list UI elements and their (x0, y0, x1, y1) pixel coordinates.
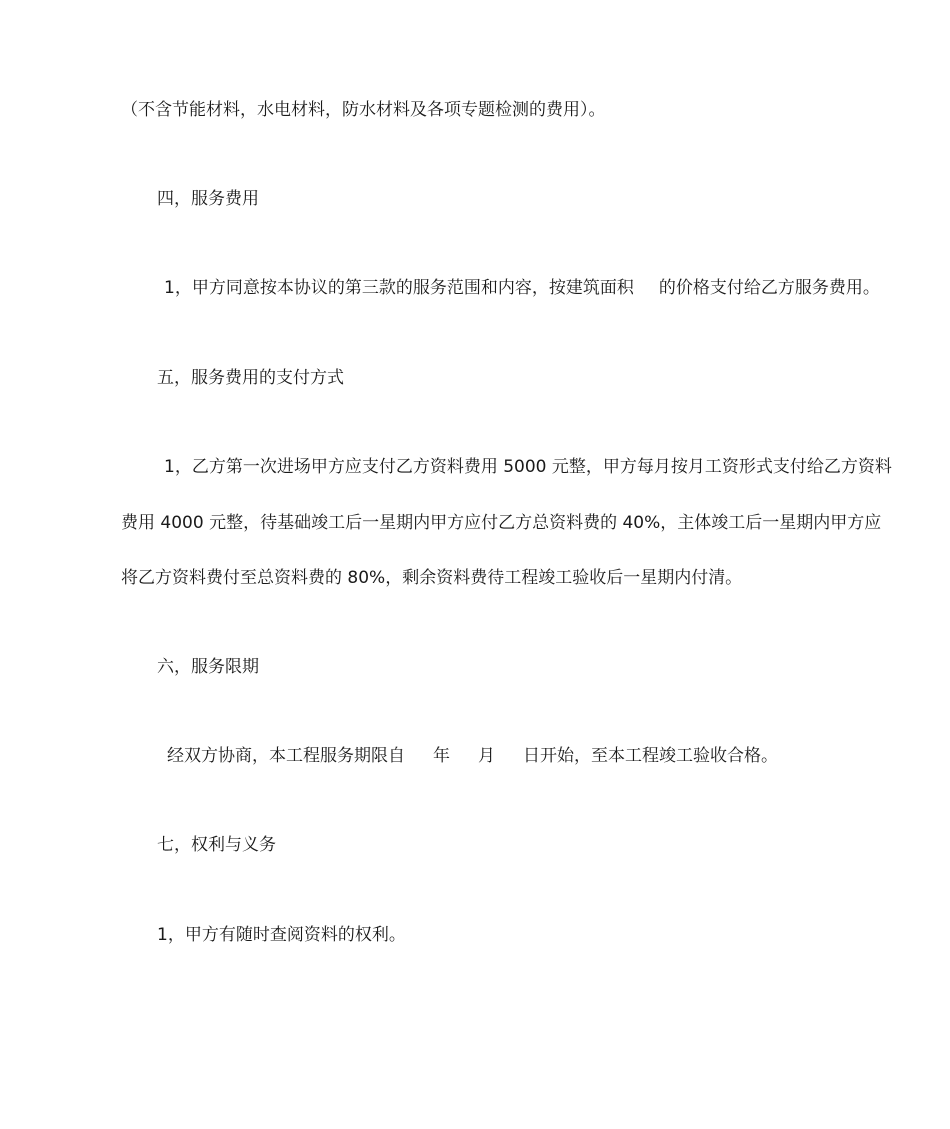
section7-item1: 1，甲方有随时查阅资料的权利。 (157, 925, 406, 945)
section4-item1 (164, 277, 880, 299)
section5-item1-line3: 将乙方资料费付至总资料费的 80%，剩余资料费待工程竣工验收后一星期内付清。 (121, 568, 743, 588)
section5-heading: 五，服务费用的支付方式 (157, 368, 344, 388)
section4-item1-part1: 1，甲方同意按本协议的第三款的服务范围和内容，按建筑面积 (164, 278, 634, 298)
section6-heading: 六，服务限期 (157, 657, 259, 677)
intro-note: （不含节能材料，水电材料，防水材料及各项专题检测的费用）。 (121, 100, 606, 120)
section6-month: 月 (478, 746, 495, 766)
section5-item1-line2: 费用 4000 元整，待基础竣工后一星期内甲方应付乙方总资料费的 40%，主体竣工后一星期内甲方应 (121, 513, 882, 533)
section4-item1-part2: 的价格支付给乙方服务费用。 (658, 278, 880, 298)
section6-text (167, 745, 778, 767)
section7-heading: 七，权利与义务 (157, 835, 276, 855)
section6-text-part1: 经双方协商，本工程服务期限自 (167, 746, 405, 766)
section6-year: 年 (433, 746, 450, 766)
section4-heading: 四，服务费用 (157, 189, 259, 209)
section6-text-part2: 日开始，至本工程竣工验收合格。 (523, 746, 778, 766)
section5-item1-line1: 1，乙方第一次进场甲方应支付乙方资料费用 5000 元整，甲方每月按月工资形式支付给乙方资料 (164, 457, 892, 477)
